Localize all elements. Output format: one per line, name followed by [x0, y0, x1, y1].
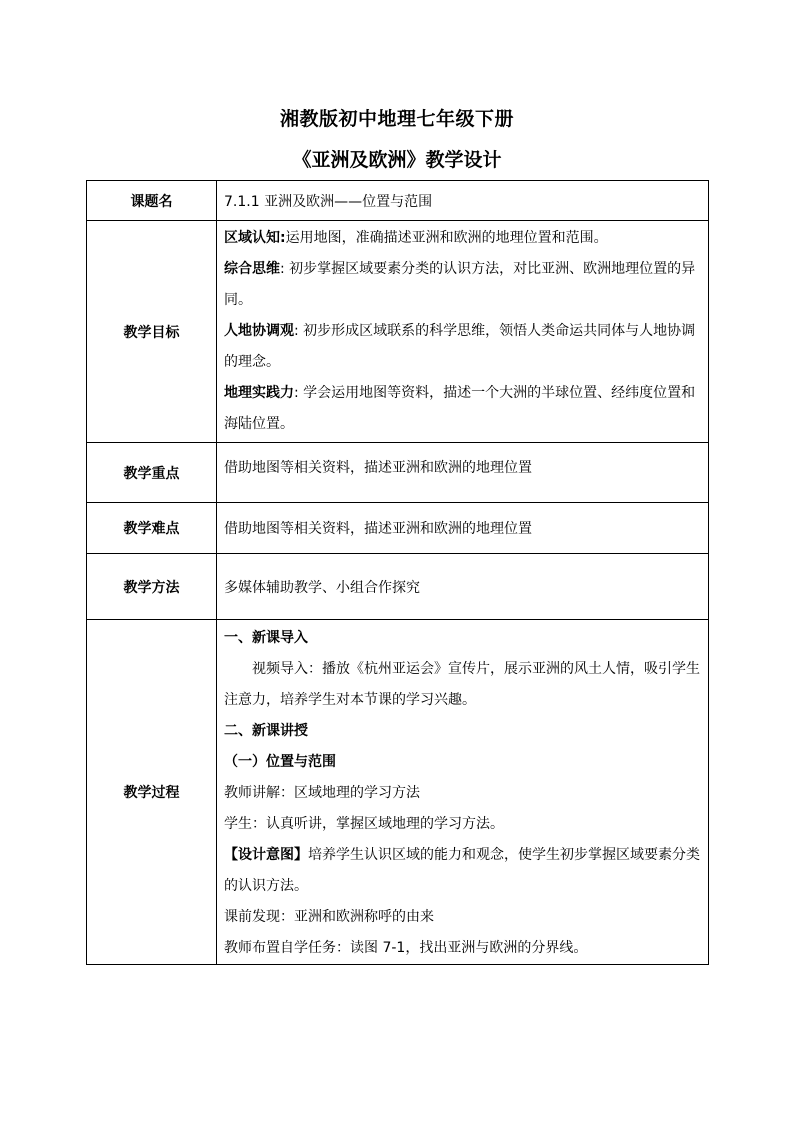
methods-label: 教学方法 — [87, 554, 217, 620]
objective-text: 运用地图，准确描述亚洲和欧洲的地理位置和范围。 — [285, 230, 608, 246]
table-row-topic — [87, 181, 709, 221]
table-row-objectives — [87, 221, 709, 443]
objective-text: : 初步掌握区域要素分类的认识方法，对比亚洲、欧洲地理位置的异同。 — [224, 261, 696, 308]
key-points-text: 借助地图等相关资料，描述亚洲和欧洲的地理位置 — [224, 460, 532, 476]
objective-item — [224, 223, 701, 254]
process-teacher-text: 教师讲解：区域地理的学习方法 — [224, 785, 420, 801]
difficulties-value — [217, 503, 709, 554]
design-intent-label: 【设计意图】 — [224, 847, 308, 863]
difficulties-label: 教学难点 — [87, 503, 217, 554]
difficulties-text: 借助地图等相关资料，描述亚洲和欧洲的地理位置 — [224, 521, 532, 537]
process-heading-teaching: 二、新课讲授 — [224, 723, 308, 739]
objective-term: 综合思维 — [224, 261, 280, 277]
methods-value — [217, 554, 709, 620]
objective-text: : 学会运用地图等资料，描述一个大洲的半球位置、经纬度位置和海陆位置。 — [224, 385, 696, 432]
methods-text: 多媒体辅助教学、小组合作探究 — [224, 579, 420, 596]
objective-item — [224, 316, 701, 378]
document-subtitle: 《亚洲及欧洲》教学设计 — [292, 149, 502, 171]
table-row-difficulties — [87, 503, 709, 554]
process-label: 教学过程 — [87, 620, 217, 965]
objective-term: 区域认知: — [224, 230, 286, 246]
process-intro-text: 视频导入：播放《杭州亚运会》宣传片，展示亚洲的风土人情，吸引学生注意力，培养学生对本节课的学习兴趣。 — [224, 661, 700, 708]
table-row-process — [87, 620, 709, 965]
objective-item — [224, 378, 701, 440]
process-student-text: 学生：认真听讲，掌握区域地理的学习方法。 — [224, 816, 504, 832]
process-discovery-text: 课前发现：亚洲和欧洲称呼的由来 — [224, 909, 434, 925]
objectives-label: 教学目标 — [87, 221, 217, 443]
process-design-intent — [224, 840, 701, 902]
topic-value — [217, 181, 709, 221]
key-points-label: 教学重点 — [87, 443, 217, 503]
objective-text: : 初步形成区域联系的科学思维，领悟人类命运共同体与人地协调的理念。 — [224, 323, 696, 370]
design-intent-text: 培养学生认识区域的能力和观念，使学生初步掌握区域要素分类的认识方法。 — [224, 847, 700, 894]
process-task-text: 教师布置自学任务：读图 7-1，找出亚洲与欧洲的分界线。 — [224, 940, 588, 956]
key-points-value — [217, 443, 709, 503]
table-row-key-points — [87, 443, 709, 503]
objective-item — [224, 254, 701, 316]
objective-term: 地理实践力 — [224, 385, 294, 401]
process-subheading: （一）位置与范围 — [224, 754, 336, 770]
objectives-content — [217, 221, 709, 443]
process-heading-intro: 一、新课导入 — [224, 630, 308, 646]
document-title: 湘教版初中地理七年级下册 — [279, 108, 514, 130]
topic-label: 课题名 — [87, 181, 217, 221]
topic-text: 7.1.1 亚洲及欧洲——位置与范围 — [224, 193, 433, 210]
table-row-methods — [87, 554, 709, 620]
objective-term: 人地协调观 — [224, 323, 294, 339]
process-content — [217, 620, 709, 965]
lesson-plan-table — [86, 180, 709, 965]
